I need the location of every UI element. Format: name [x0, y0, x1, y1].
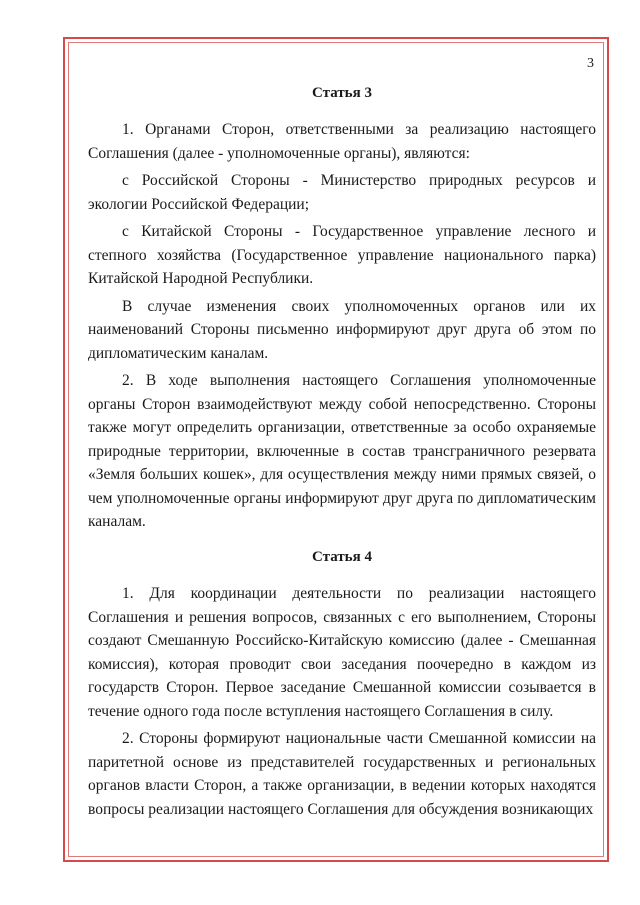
article-3-title: Статья 3: [312, 85, 372, 101]
article-3-paragraph: с Российской Стороны - Министерство природных ресурсов и экологии Российской Федерации;: [88, 172, 596, 213]
article-3-body: [88, 118, 596, 534]
article-3-paragraph: В случае изменения своих уполномоченных органов или их наименований Стороны письменно информируют друг друга об этом по дипломатическим каналам.: [88, 297, 596, 362]
article-3-paragraph: 2. В ходе выполнения настоящего Соглашения уполномоченные органы Сторон взаимодействуют между собой непосредственно. Стороны также могут определить организации, ответственные за особо охраняемые природные территории, включенные в состав трансграничного резервата «Земля больших кошек», для осуществления между ними прямых связей, о чем уполномоченные органы информируют друг друга по дипломатическим каналам.: [88, 372, 596, 530]
article-4-paragraph: 1. Для координации деятельности по реализации настоящего Соглашения и решения вопросов, связанных с его выполнением, Стороны создают Смешанную Российско-Китайскую комиссию (далее - Смешанная комиссия), которая проводит свои заседания поочередно в каждом из государств Сторон. Первое заседание Смешанной комиссии созывается в течение одного года после вступления настоящего Соглашения в силу.: [88, 585, 596, 720]
article-4-body: [88, 582, 596, 821]
article-4-paragraph: 2. Стороны формируют национальные части Смешанной комиссии на паритетной основе из представителей государственных и региональных органов власти Сторон, а также организации, в ведении которых находятся вопросы реализации настоящего Соглашения для обсуждения возникающих: [88, 730, 596, 818]
article-4-title: Статья 4: [312, 549, 372, 565]
article-3-paragraph: 1. Органами Сторон, ответственными за реализацию настоящего Соглашения (далее - уполномоченные органы), являются:: [88, 121, 596, 162]
document-page: [88, 52, 596, 852]
page-number: 3: [587, 56, 594, 71]
article-3-paragraph: с Китайской Стороны - Государственное управление лесного и степного хозяйства (Государственное управление национального парка) Китайской Народной Республики.: [88, 223, 596, 287]
